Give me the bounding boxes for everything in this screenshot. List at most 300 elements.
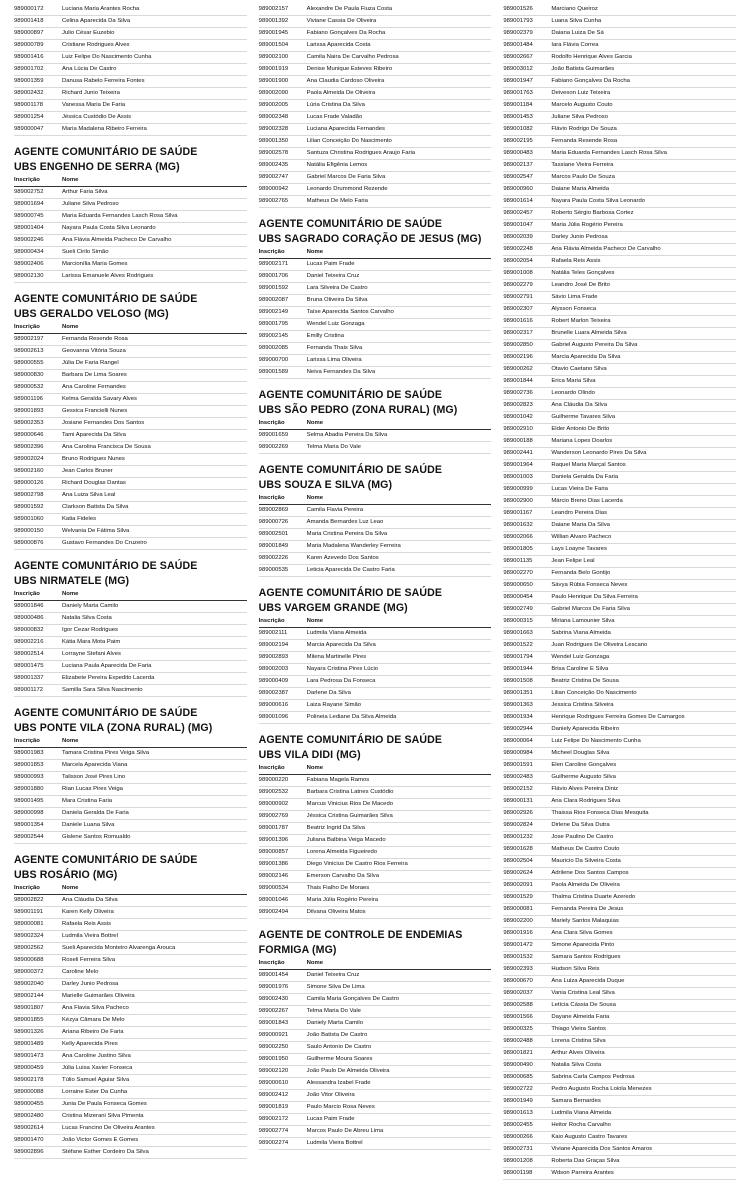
table-row <box>14 991 247 1003</box>
inscricao-cell: 989000610 <box>258 1080 289 1086</box>
inscricao-cell: 989001947 <box>503 78 533 84</box>
table-header <box>259 493 492 505</box>
nome-cell: Elder Antonio De Brito <box>551 426 610 432</box>
inscricao-cell: 989000998 <box>14 810 44 816</box>
table-row <box>503 64 736 76</box>
nome-cell: Paulo Marcio Rosa Neves <box>306 1104 375 1110</box>
table-row <box>259 553 492 565</box>
nome-cell: Nayara Cristina Pires Lúcio <box>306 666 379 672</box>
nome-cell: Marcelo Augusto Couto <box>551 102 613 108</box>
table-row <box>503 688 736 700</box>
inscricao-cell: 989001135 <box>503 558 533 564</box>
table-header <box>259 616 492 628</box>
nome-cell: Miriana Lamounier Silva <box>551 618 615 624</box>
nome-cell: Roberto Sérgio Barbosa Cortez <box>551 210 634 216</box>
inscricao-cell: 989002005 <box>258 102 289 108</box>
nome-cell: Emerson Carvalho Da Silva <box>306 873 380 879</box>
inscricao-cell: 989002435 <box>258 162 289 168</box>
nome-cell: Marcia Aparecida Da Silva <box>306 642 376 648</box>
inscricao-cell: 989001964 <box>503 462 533 468</box>
column-3 <box>497 4 742 1176</box>
table-row <box>14 466 247 478</box>
table-row <box>259 676 492 688</box>
table-row <box>503 652 736 664</box>
nome-cell: Ana Caroline Justino Silva <box>62 1053 131 1059</box>
table-row <box>503 988 736 1000</box>
table-header <box>259 763 492 775</box>
column-header-nome: Nome <box>62 324 79 330</box>
table-row <box>503 880 736 892</box>
nome-cell: Gislene Santos Romualdo <box>62 834 131 840</box>
table-row <box>14 259 247 271</box>
table-row <box>259 136 492 148</box>
nome-cell: Luiz Felipe Do Nascimento Cunha <box>62 54 152 60</box>
table-row <box>14 943 247 955</box>
inscricao-cell: 989001522 <box>503 642 533 648</box>
inscricao-cell: 989001614 <box>503 198 533 204</box>
inscricao-cell: 989000960 <box>503 186 533 192</box>
table-row <box>503 712 736 724</box>
section-role-title: AGENTE COMUNITÁRIO DE SAÚDE <box>258 389 443 401</box>
nome-cell: Gabriel Marcos De Faria Silva <box>306 174 386 180</box>
nome-cell: Amanda Bernardes Luz Leao <box>306 519 384 525</box>
inscricao-cell: 989001659 <box>258 432 289 438</box>
nome-cell: Richard Junio Teixeira <box>62 90 120 96</box>
nome-cell: Pedro Augusto Rocha Loiola Menezes <box>551 1086 652 1092</box>
inscricao-cell: 989000047 <box>14 126 44 132</box>
table-row <box>503 1096 736 1108</box>
inscricao-cell: 989001616 <box>503 318 533 324</box>
table-row <box>259 124 492 136</box>
nome-cell: Leonardo Olindo <box>551 390 595 396</box>
inscricao-cell: 989000897 <box>14 30 44 36</box>
inscricao-cell: 989002091 <box>503 882 533 888</box>
inscricao-cell: 989002765 <box>258 198 289 204</box>
table-row <box>14 271 247 283</box>
table-row <box>259 1018 492 1030</box>
nome-cell: Neiva Fernandes Da Silva <box>306 369 376 375</box>
inscricao-cell: 989001003 <box>503 474 533 480</box>
section-role-title: AGENTE COMUNITÁRIO DE SAÚDE <box>258 734 443 746</box>
table-row <box>14 979 247 991</box>
inscricao-cell: 989000188 <box>503 438 533 444</box>
table-row <box>14 28 247 40</box>
nome-cell: Maria Júlia Rogério Pereira <box>306 897 379 903</box>
table-row <box>14 832 247 844</box>
column-header-inscricao: Inscrição <box>258 420 285 426</box>
nome-cell: Lays Loayne Tavares <box>551 546 607 552</box>
nome-cell: Fernanda Pereira De Jesus <box>551 906 624 912</box>
table-row <box>503 172 736 184</box>
table-row <box>14 394 247 406</box>
nome-cell: Paulo Henrique Da Silva Ferreira <box>551 594 638 600</box>
table-row <box>14 685 247 697</box>
table-row <box>503 568 736 580</box>
inscricao-cell: 989002279 <box>503 282 533 288</box>
section-role-title: AGENTE COMUNITÁRIO DE SAÚDE <box>14 707 198 719</box>
table-row <box>503 112 736 124</box>
section-role-title: AGENTE COMUNITÁRIO DE SAÚDE <box>14 854 198 866</box>
nome-cell: Heitor Rocha Carvalho <box>551 1122 611 1128</box>
nome-cell: Marcus Vinicius Rios De Macedo <box>306 801 393 807</box>
table-row <box>259 295 492 307</box>
inscricao-cell: 989002037 <box>503 990 533 996</box>
inscricao-cell: 989001484 <box>503 42 533 48</box>
nome-cell: Simone Aparecida Pinto <box>551 942 615 948</box>
nome-cell: Danusa Rabelo Ferreira Fontes <box>62 78 145 84</box>
inscricao-cell: 989002250 <box>258 1044 289 1050</box>
table-row <box>503 832 736 844</box>
table-row <box>259 529 492 541</box>
nome-cell: Juliane Silva Pedroso <box>551 114 608 120</box>
inscricao-cell: 989002066 <box>503 534 533 540</box>
nome-cell: Ludmila Viana Almeida <box>551 1110 612 1116</box>
inscricao-cell: 989001934 <box>503 714 533 720</box>
table-row <box>503 160 736 172</box>
inscricao-cell: 989000262 <box>503 366 533 372</box>
inscricao-cell: 989000857 <box>258 849 289 855</box>
inscricao-cell: 989001454 <box>258 972 289 978</box>
table-row <box>14 88 247 100</box>
table-row <box>503 352 736 364</box>
nome-cell: Taíse Aparecida Santos Carvalho <box>306 309 394 315</box>
table-row <box>503 616 736 628</box>
nome-cell: Mariana Lopes Doarlos <box>551 438 613 444</box>
inscricao-cell: 989001475 <box>14 663 44 669</box>
section <box>259 463 492 577</box>
inscricao-cell: 989000455 <box>14 1101 44 1107</box>
nome-cell: Fabiano Gonçalves Da Rocha <box>306 30 386 36</box>
inscricao-cell: 989002900 <box>503 498 533 504</box>
inscricao-cell: 989002578 <box>258 150 289 156</box>
inscricao-cell: 989001628 <box>503 846 533 852</box>
nome-cell: Lorraine Ester Da Cunha <box>62 1089 128 1095</box>
inscricao-cell: 989002736 <box>503 390 533 396</box>
nome-cell: Júlia De Faria Rangel <box>62 360 119 366</box>
inscricao-cell: 989001529 <box>503 894 533 900</box>
section-role-title: AGENTE DE CONTROLE DE ENDEMIAS <box>258 929 463 941</box>
nome-cell: Juliana Balbina Veiga Macedo <box>306 837 386 843</box>
nome-cell: Elen Caroline Gonçalves <box>551 762 617 768</box>
inscricao-cell: 989002910 <box>503 426 533 432</box>
inscricao-cell: 989002896 <box>14 1149 44 1155</box>
inscricao-cell: 989000646 <box>14 432 44 438</box>
nome-cell: Sueli Aparecida Monteiro Alvarenga Arouca <box>62 945 176 951</box>
inscricao-cell: 989002090 <box>258 90 289 96</box>
nome-cell: Mauricio Da Silveira Costa <box>551 858 621 864</box>
table-row <box>14 346 247 358</box>
nome-cell: Clarkson Batista Da Silva <box>62 504 129 510</box>
table-row <box>259 859 492 871</box>
nome-cell: Larissa Aparecida Costa <box>306 42 371 48</box>
nome-cell: Lorena Almeida Figueiredo <box>306 849 378 855</box>
nome-cell: Rafaela Reis Assis <box>62 921 112 927</box>
inscricao-cell: 989000745 <box>14 213 44 219</box>
table-row <box>14 4 247 16</box>
table-row <box>14 112 247 124</box>
nome-cell: Leandro Pereira Dias <box>551 510 608 516</box>
inscricao-cell: 989001232 <box>503 834 533 840</box>
nome-cell: Telma Maria Do Vale <box>306 1008 361 1014</box>
table-row <box>503 724 736 736</box>
nome-cell: Katia Fideles <box>62 516 97 522</box>
column-header-nome: Nome <box>306 765 324 771</box>
table-row <box>503 1132 736 1144</box>
inscricao-cell: 989002194 <box>258 642 289 648</box>
inscricao-cell: 989002146 <box>258 873 289 879</box>
table-row <box>14 430 247 442</box>
nome-cell: Willian Alvaro Pacheco <box>551 534 612 540</box>
inscricao-cell: 989002317 <box>503 330 533 336</box>
inscricao-cell: 989001900 <box>258 78 289 84</box>
inscricao-cell: 989002387 <box>258 690 289 696</box>
column-header-nome: Nome <box>306 618 324 624</box>
table-row <box>503 1060 736 1072</box>
nome-cell: Túlio Samuel Aguiar Silva <box>62 1077 130 1083</box>
nome-cell: Ludmila Vieira Bottrel <box>306 1140 363 1146</box>
nome-cell: Paola Almeida De Oliveira <box>306 90 376 96</box>
column-header-nome: Nome <box>62 738 79 744</box>
nome-cell: Ana Carolina Francisca De Sousa <box>62 444 151 450</box>
table-header <box>14 322 247 334</box>
table-row <box>259 982 492 994</box>
nome-cell: Ana Luiza Aparecida Duque <box>551 978 625 984</box>
table-row <box>259 100 492 112</box>
nome-cell: Caroline Melo <box>62 969 99 975</box>
inscricao-cell: 989001532 <box>503 954 533 960</box>
table-header <box>14 589 247 601</box>
nome-cell: Ana Flavia Silva Pacheco <box>62 1005 129 1011</box>
inscricao-cell: 989000266 <box>503 1134 533 1140</box>
nome-cell: Márcio Breno Dias Lacerda <box>551 498 623 504</box>
nome-cell: Sabrina Viana Almeida <box>551 630 611 636</box>
table-row <box>14 223 247 235</box>
table-row <box>503 904 736 916</box>
inscricao-cell: 989001916 <box>503 930 533 936</box>
table-row <box>503 940 736 952</box>
inscricao-cell: 989000409 <box>258 678 289 684</box>
nome-cell: Ana Lúcia De Castro <box>62 66 117 72</box>
table-row <box>14 64 247 76</box>
table-row <box>503 820 736 832</box>
table-row <box>503 460 736 472</box>
inscricao-cell: 989000616 <box>258 702 289 708</box>
inscricao-cell: 989002195 <box>503 138 533 144</box>
inscricao-cell: 989001795 <box>258 321 289 327</box>
table-row <box>259 271 492 283</box>
nome-cell: Diego Vinicius De Castro Rios Ferreira <box>306 861 408 867</box>
table-row <box>259 640 492 652</box>
section <box>259 4 492 208</box>
inscricao-cell: 989002532 <box>258 789 289 795</box>
nome-cell: Gabriel Marcos De Faria Silva <box>551 606 630 612</box>
inscricao-cell: 989001472 <box>503 942 533 948</box>
column-header-inscricao: Inscrição <box>14 885 40 891</box>
table-row <box>503 544 736 556</box>
nome-cell: Viviane Cassia De Oliveira <box>306 18 377 24</box>
inscricao-cell: 989002040 <box>14 981 44 987</box>
nome-cell: Daiane Maria Almeida <box>551 186 609 192</box>
table-row <box>503 1072 736 1084</box>
table-row <box>503 664 736 676</box>
table-row <box>14 442 247 454</box>
inscricao-cell: 989002054 <box>503 258 533 264</box>
nome-cell: Gabriel Augusto Pereira Da Silva <box>551 342 638 348</box>
inscricao-cell: 989002412 <box>258 1092 289 1098</box>
nome-cell: Lucas Francino De Oliveira Arantes <box>62 1125 155 1131</box>
table-row <box>259 883 492 895</box>
nome-cell: Darley Junio Pedrosa <box>62 981 119 987</box>
table-row <box>14 613 247 625</box>
inscricao-cell: 989000150 <box>14 528 44 534</box>
nome-cell: Simone Silva De Lima <box>306 984 365 990</box>
nome-cell: Natália Efigênia Lemos <box>306 162 368 168</box>
table-row <box>14 211 247 223</box>
table-row <box>503 148 736 160</box>
inscricao-cell: 989001880 <box>14 786 44 792</box>
table-row <box>259 835 492 847</box>
inscricao-cell: 989001008 <box>503 270 533 276</box>
nome-cell: Beatriz Ingrid Da Silva <box>306 825 365 831</box>
nome-cell: Marcionília Maria Gomes <box>62 261 128 267</box>
section-unit-title: UBS SÃO PEDRO (ZONA RURAL) (MG) <box>258 404 458 416</box>
table-row <box>503 364 736 376</box>
inscricao-cell: 989001853 <box>14 762 44 768</box>
table-row <box>259 367 492 379</box>
table-row <box>14 820 247 832</box>
inscricao-cell: 989001386 <box>258 861 289 867</box>
table-row <box>503 748 736 760</box>
inscricao-cell: 989001819 <box>258 1104 289 1110</box>
section-unit-title: UBS ENGENHO DE SERRA (MG) <box>14 161 180 173</box>
section <box>259 586 492 724</box>
inscricao-cell: 989000942 <box>258 186 289 192</box>
table-row <box>503 532 736 544</box>
column-header-inscricao: Inscrição <box>14 591 40 597</box>
table-row <box>503 1168 736 1180</box>
inscricao-cell: 989002514 <box>14 651 44 657</box>
inscricao-cell: 989002457 <box>503 210 533 216</box>
inscricao-cell: 989002406 <box>14 261 44 267</box>
nome-cell: Gessica Francielli Nunes <box>62 408 128 414</box>
nome-cell: Marcia Aparecida Da Silva <box>551 354 621 360</box>
table-row <box>259 184 492 196</box>
table-row <box>14 1087 247 1099</box>
nome-cell: Arthur Alves Oliveira <box>551 1050 605 1056</box>
table-row <box>259 172 492 184</box>
inscricao-cell: 989000999 <box>503 486 533 492</box>
inscricao-cell: 989001807 <box>14 1005 44 1011</box>
table-row <box>259 970 492 982</box>
table-row <box>259 28 492 40</box>
table-header <box>259 418 492 430</box>
inscricao-cell: 989001592 <box>258 285 289 291</box>
inscricao-cell: 989001855 <box>14 1017 44 1023</box>
table-row <box>14 808 247 820</box>
table-row <box>503 1144 736 1156</box>
nome-cell: Jéssica Cristina Guimarães Silva <box>306 813 393 819</box>
inscricao-cell: 989002100 <box>258 54 289 60</box>
nome-cell: Larissa Lima Oliveira <box>306 357 362 363</box>
table-row <box>503 1108 736 1120</box>
nome-cell: Richard Douglas Dantas <box>62 480 126 486</box>
table-row <box>14 538 247 550</box>
nome-cell: Flávio Alves Pereira Diniz <box>551 786 619 792</box>
nome-cell: Emilly Cristina <box>306 333 344 339</box>
table-row <box>503 316 736 328</box>
inscricao-cell: 989000535 <box>258 567 289 573</box>
table-row <box>259 88 492 100</box>
column-header-inscricao: Inscrição <box>14 177 40 183</box>
column-header-nome: Nome <box>62 885 79 891</box>
table-row <box>503 856 736 868</box>
table-row <box>503 520 736 532</box>
table-row <box>259 40 492 52</box>
section <box>14 706 247 844</box>
inscricao-cell: 989001354 <box>14 822 44 828</box>
section-unit-title: UBS SOUZA E SILVA (MG) <box>258 479 393 491</box>
nome-cell: Juan Rodrigues De Oliveira Lescano <box>551 642 648 648</box>
inscricao-cell: 989001589 <box>258 369 289 375</box>
nome-cell: Bruno Rodrigues Nunes <box>62 456 125 462</box>
nome-cell: Lucas Frade Valadão <box>306 114 363 120</box>
table-row <box>14 625 247 637</box>
nome-cell: Jean Felipe Leal <box>551 558 595 564</box>
nome-cell: Tassiane Vieira Ferreira <box>551 162 614 168</box>
nome-cell: Fernanda Resende Rosa <box>62 336 128 342</box>
table-row <box>14 100 247 112</box>
inscricao-cell: 989002441 <box>503 450 533 456</box>
inscricao-cell: 989001844 <box>503 378 533 384</box>
table-row <box>503 508 736 520</box>
inscricao-cell: 989001326 <box>14 1029 44 1035</box>
inscricao-cell: 989002483 <box>503 774 533 780</box>
nome-cell: Ana Cláudia Da Silva <box>551 402 608 408</box>
nome-cell: Natália Teles Gonçalves <box>551 270 615 276</box>
nome-cell: Welvania De Fátima Silva <box>62 528 130 534</box>
nome-cell: Tamara Cristina Pires Veiga Silva <box>62 750 150 756</box>
column-header-inscricao: Inscrição <box>258 765 285 771</box>
inscricao-cell: 989001416 <box>14 54 44 60</box>
table-row <box>503 796 736 808</box>
inscricao-cell: 989000830 <box>14 372 44 378</box>
table-row <box>14 1063 247 1075</box>
inscricao-cell: 989002769 <box>258 813 289 819</box>
nome-cell: Dilvana Oliveira Matos <box>306 909 366 915</box>
inscricao-cell: 989002893 <box>258 654 289 660</box>
table-row <box>503 772 736 784</box>
table-row <box>14 1003 247 1015</box>
inscricao-cell: 989002328 <box>258 126 289 132</box>
nome-cell: Kézya Câmara De Melo <box>62 1017 125 1023</box>
table-row <box>503 244 736 256</box>
nome-cell: Junia De Paula Fonseca Gomes <box>62 1101 147 1107</box>
table-row <box>14 370 247 382</box>
nome-cell: João Vitor Oliveira <box>306 1092 355 1098</box>
section-unit-title: UBS PONTE VILA (ZONA RURAL) (MG) <box>14 722 213 734</box>
inscricao-cell: 989002157 <box>258 6 289 12</box>
nome-cell: Daniely Marta Camilo <box>62 603 119 609</box>
inscricao-cell: 989002494 <box>258 909 289 915</box>
inscricao-cell: 989002270 <box>503 570 533 576</box>
inscricao-cell: 989000726 <box>258 519 289 525</box>
inscricao-cell: 989002267 <box>258 1008 289 1014</box>
table-row <box>14 418 247 430</box>
inscricao-cell: 989000902 <box>258 801 289 807</box>
inscricao-cell: 989002501 <box>258 531 289 537</box>
table-row <box>503 892 736 904</box>
nome-cell: Micheel Douglas Silva <box>551 750 610 756</box>
